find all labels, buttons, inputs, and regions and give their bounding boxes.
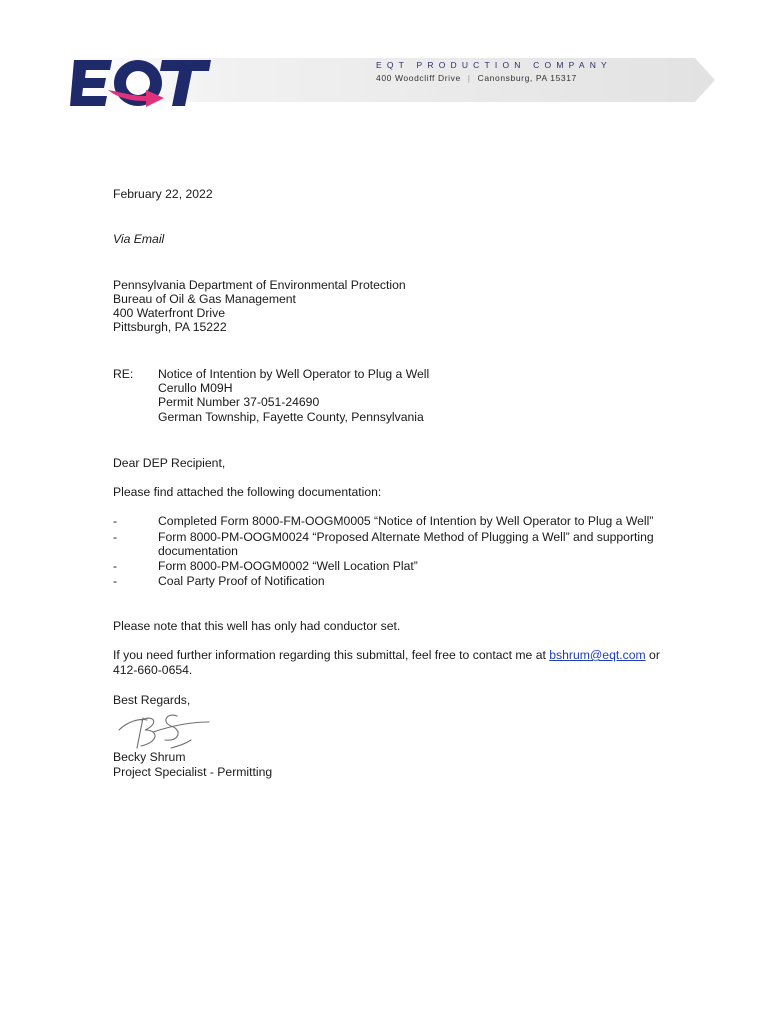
list-item: Coal Party Proof of Notification [158,574,325,588]
re-line: German Township, Fayette County, Pennsylvania [158,410,424,424]
company-name: EQT PRODUCTION COMPANY [376,60,612,70]
contact-phone: 412-660-0654. [113,663,193,677]
recipient-line: Pittsburgh, PA 15222 [113,320,227,334]
list-item: Form 8000-PM-OOGM0002 “Well Location Plat” [158,559,418,573]
company-address [376,73,577,83]
delivery-method: Via Email [113,232,165,246]
list-bullet: - [113,530,118,544]
letter-date: February 22, 2022 [113,187,213,201]
company-street: 400 Woodcliff Drive [376,73,461,83]
signer-name: Becky Shrum [113,750,186,764]
intro-paragraph: Please find attached the following documentation: [113,485,382,499]
closing: Best Regards, [113,693,191,707]
salutation: Dear DEP Recipient, [113,456,226,470]
contact-paragraph [113,648,660,663]
re-line: Permit Number 37-051-24690 [158,395,320,409]
recipient-line: 400 Waterfront Drive [113,306,225,320]
re-line: Notice of Intention by Well Operator to Plug a Well [158,367,430,381]
list-bullet: - [113,514,118,528]
list-item: Completed Form 8000-FM-OOGM0005 “Notice of Intention by Well Operator to Plug a Well” [158,514,654,528]
list-item: Form 8000-PM-OOGM0024 “Proposed Alternate Method of Plugging a Well” and supporting [158,530,654,544]
eqt-logo [68,58,213,110]
signer-title: Project Specialist - Permitting [113,765,273,779]
list-item-continuation: documentation [158,544,238,558]
list-bullet: - [113,574,118,588]
re-label: RE: [113,367,134,381]
contact-prefix: If you need further information regarding this submittal, feel free to contact me at [113,648,550,662]
recipient-line: Bureau of Oil & Gas Management [113,292,296,306]
re-line: Cerullo M09H [158,381,233,395]
note-paragraph: Please note that this well has only had conductor set. [113,619,401,633]
email-link[interactable]: bshrum@eqt.com [549,648,646,662]
recipient-line: Pennsylvania Department of Environmental Protection [113,278,406,292]
company-city: Canonsburg, PA 15317 [477,73,577,83]
handwritten-signature [113,708,213,754]
list-bullet: - [113,559,118,573]
contact-suffix: or [645,648,660,662]
address-separator: | [467,73,471,83]
